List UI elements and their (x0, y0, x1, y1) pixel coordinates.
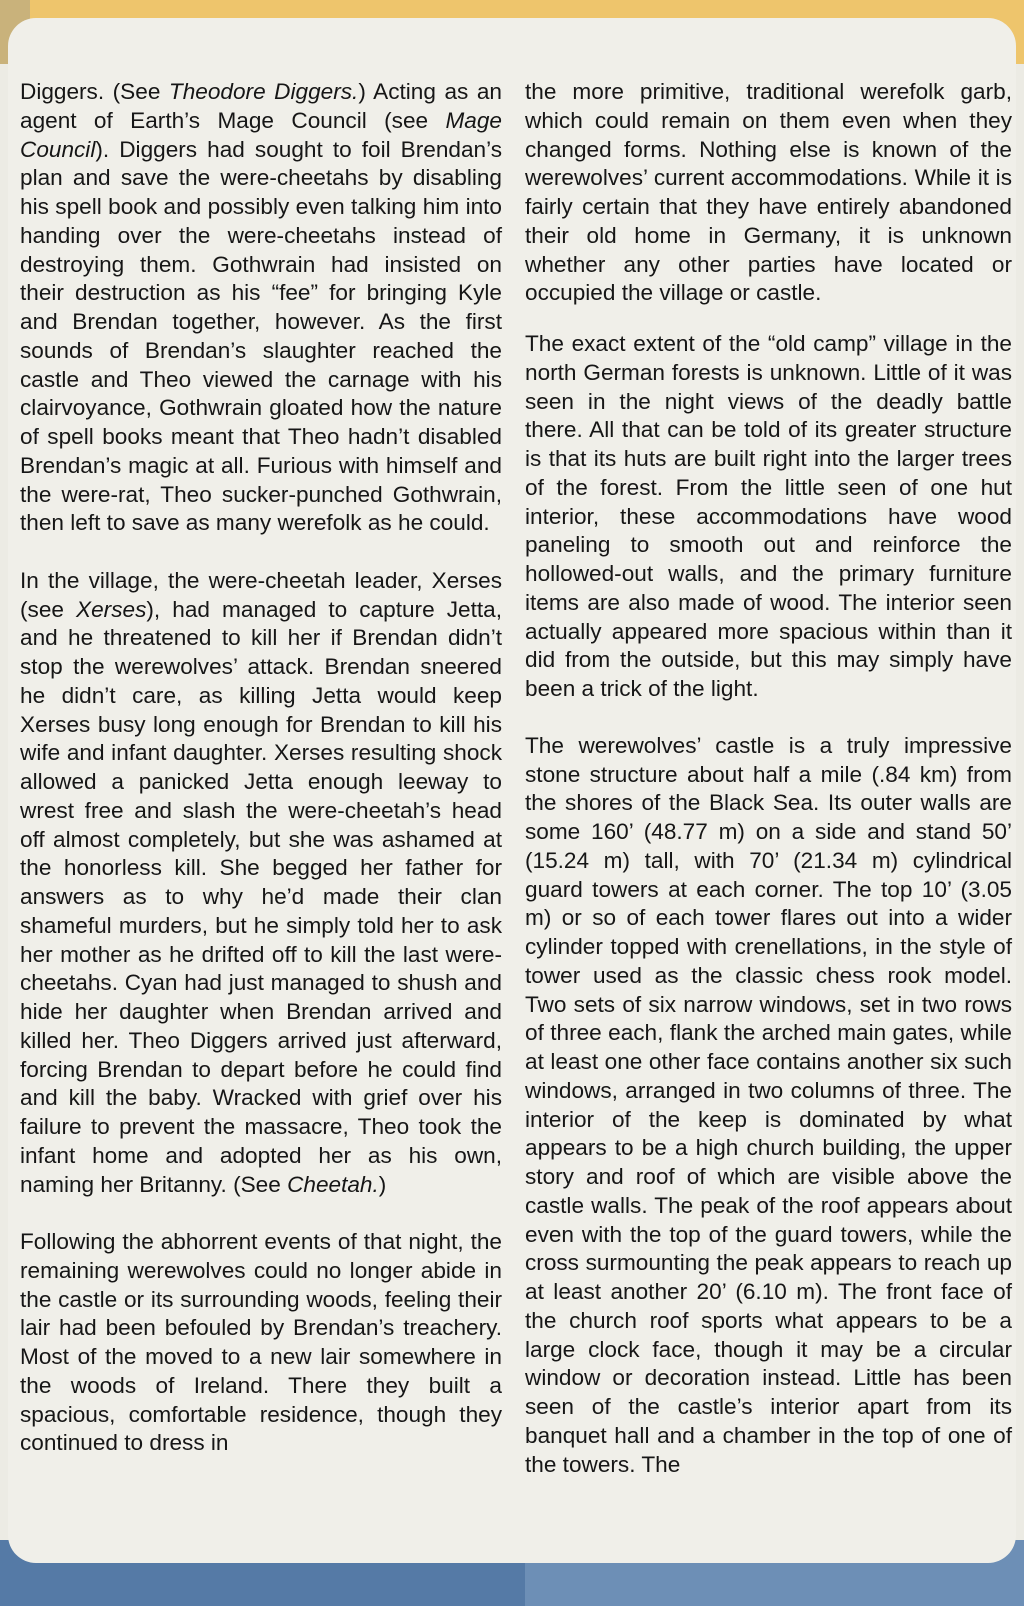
text-run: ) (378, 1171, 387, 1197)
cross-reference: Cheetah. (287, 1171, 379, 1197)
left-paragraph-3: Following the abhorrent events of that night, the remaining werewolves could no longer abide in the castle or its surrounding woods, feeling their lair had been befouled by Brendan’s treachery. Most of the moved to a new lair somewhere in the woods of Ireland. There they built a spacious, comfortable residence, though they continued to dress in (20, 1229, 502, 1456)
cross-reference: Mage Council (20, 107, 502, 162)
text-run: ). Diggers had sought to foil Brendan’s plan and save the were-cheetahs by disabling his spell book and possibly even talking him into handing over the were-cheetahs instead of destroying them. Gothwrain had insisted on their destruction as his “fee” for bringing Kyle and Brendan together, however. As the first sounds of Brendan’s slaughter reached the castle and Theo viewed the carnage with his clairvoyance, Gothwrain gloated how the nature of spell books meant that Theo hadn’t disabled Brendan’s magic at all. Furious with himself and the were-rat, Theo sucker-punched Gothwrain, then left to save as many werefolk as he could. (20, 136, 502, 536)
right-paragraph-3: The werewolves’ castle is a truly impressive stone structure about half a mile (.84 km) from the shores of the Black Sea. Its outer walls are some 160’ (48.77 m) on a side and stand 50’ (15.24 m) tall, with 70’ (21.34 m) cylindrical guard towers at each corner. The top 10’ (3.05 m) or so of each tower flares out into a wider cylinder topped with crenellations, in the style of tower used as the classic chess rook model. Two sets of six narrow windows, set in two rows of three each, flank the arched main gates, while at least one other face contains another six such windows, arranged in two columns of three. The interior of the keep is dominated by what appears to be a high church building, the upper story and roof of which are visible above the castle walls. The peak of the roof appears about even with the top of the guard towers, while the cross surmounting the peak appears to reach up at least another 20’ (6.10 m). The front face of the church roof sports what appears to be a large clock face, though it may be a circular window or decoration instead. Little has been seen of the castle’s interior apart from its banquet hall and a chamber in the top of one of the towers. The (525, 732, 1012, 1477)
text-run: ) Acting as an agent of Earth’s Mage Council (see (20, 79, 502, 133)
left-text-column (20, 78, 502, 1487)
cross-reference: Xerses (76, 596, 147, 622)
left-paragraph-2 (20, 567, 502, 1200)
right-paragraph-2: The exact extent of the “old camp” village in the north German forests is unknown. Little of it was seen in the night views of the deadly battle there. All that can be told of its greater structure is that its huts are built right into the larger trees of the forest. From the little seen of one hut interior, these accommodations have wood paneling to smooth out and reinforce the hollowed-out walls, and the primary furniture items are also made of wood. The interior seen actually appeared more spacious within than it did from the outside, but this may simply have been a trick of the light. (525, 331, 1012, 701)
left-paragraph-1 (20, 78, 502, 538)
page-tab (30, 18, 100, 58)
text-run: ), had managed to capture Jetta, and he threatened to kill her if Brendan didn’t stop the werewolves’ attack. Brendan sneered he didn’t care, as killing Jetta would keep Xerses busy long enough for Brendan to kill his wife and infant daughter. Xerses resulting shock allowed a panicked Jetta enough leeway to wrest free and slash the were-cheetah’s head off almost completely, but she was ashamed at the honorless kill. She begged her father for answers as to why he’d made their clan shameful murders, but he simply told her to ask her mother as he drifted off to kill the last were-cheetahs. Cyan had just managed to shush and hide her daughter when Brendan arrived and killed her. Theo Diggers arrived just afterward, forcing Brendan to depart before he could find and kill the baby. Wracked with grief over his failure to prevent the massacre, Theo took the infant home and adopted her as his own, naming her Britanny. (See (20, 596, 502, 1197)
text-run: In the village, the were-cheetah leader, Xerses (see (20, 567, 502, 622)
right-paragraph-1: the more primitive, traditional werefolk garb, which could remain on them even when they changed forms. Nothing else is known of the werewolves’ current accommodations. While it is fairly certain that they have entirely abandoned their old home in Germany, it is unknown whether any other parties have located or occupied the village or castle. (525, 79, 1012, 306)
right-text-column (525, 78, 1012, 1507)
cross-reference: Theodore Diggers. (168, 79, 359, 104)
text-run: Diggers. (See (20, 79, 169, 104)
